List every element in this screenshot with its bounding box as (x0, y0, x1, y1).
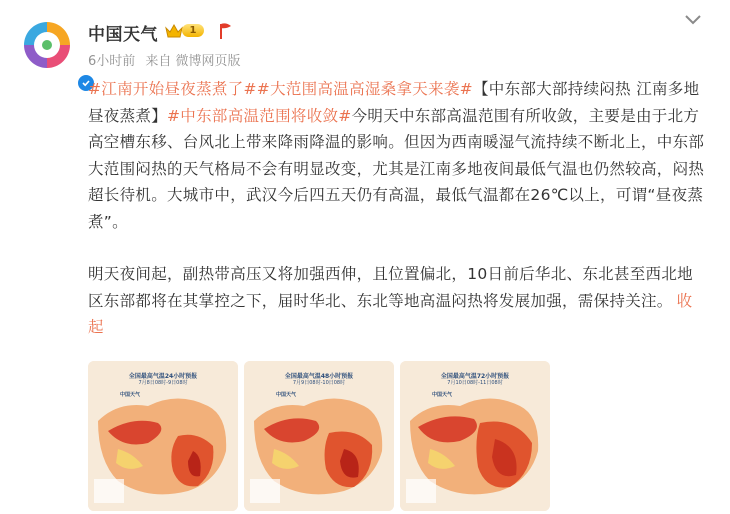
image-title: 全国最高气温24小时预报 (128, 373, 198, 380)
crown-icon[interactable] (164, 22, 184, 40)
forecast-image-1[interactable] (88, 361, 238, 511)
image-subtitle: 7月8日08时-9日08时 (138, 380, 188, 386)
paragraph-1 (88, 76, 708, 235)
paragraph-1-body: 今明天中东部高温范围有所收敛，主要是由于北方高空槽东移、台风北上带来降雨降温的影响。但因为西南暖湿气流持续不断北上，中东部大范围闷热的天气格局不会有明显改变，尤其是江南多地夜间最低气温也仍然较高，闷热超长待机。大城市中，武汉今后四五天仍有高温，最低气温都在26℃以上，可谓“昼夜蒸煮”。 (88, 106, 705, 231)
red-flag-icon[interactable] (218, 22, 234, 40)
image-subtitle: 7月10日08时-11日08时 (447, 380, 503, 386)
image-subtitle: 7月9日08时-10日08时 (292, 380, 346, 386)
topic-link[interactable]: #中东部高温范围将收敛# (167, 106, 352, 125)
image-logo: 中国天气 (120, 392, 141, 398)
bracket-title: 【中东部大部持续闷热 江南多地昼夜蒸煮】 (88, 80, 700, 125)
topic-link[interactable]: #江南开始昼夜蒸煮了# (88, 80, 257, 98)
post-time[interactable]: 6小时前 (88, 54, 136, 69)
avatar[interactable] (18, 16, 76, 74)
image-gallery (88, 361, 550, 511)
post-content (88, 76, 708, 341)
collapse-button[interactable]: 收起 (88, 291, 693, 336)
user-name[interactable]: 中国天气 (88, 25, 158, 45)
chevron-down-icon[interactable] (682, 10, 704, 30)
paragraph-2 (88, 261, 708, 341)
topic-link[interactable]: #大范围高温高湿桑拿天来袭# (256, 80, 473, 98)
image-logo: 中国天气 (432, 392, 453, 398)
forecast-image-2[interactable] (244, 361, 394, 511)
swirl-logo-icon (18, 16, 76, 74)
post-meta (88, 50, 247, 69)
image-title: 全国最高气温72小时预报 (440, 373, 510, 380)
image-logo: 中国天气 (276, 392, 297, 398)
paragraph-2-body: 明天夜间起，副热带高压又将加强西伸，且位置偏北，10日前后华北、东北甚至西北地区东部都将在其掌控之下，届时华北、东北等地高温闷热将发展加强，需保持关注。 (88, 265, 693, 310)
post-source: 来自 微博网页版 (145, 54, 241, 69)
forecast-image-3[interactable] (400, 361, 550, 511)
image-title: 全国最高气温48小时预报 (284, 373, 354, 380)
vip-level-badge[interactable]: 1 (182, 24, 204, 37)
